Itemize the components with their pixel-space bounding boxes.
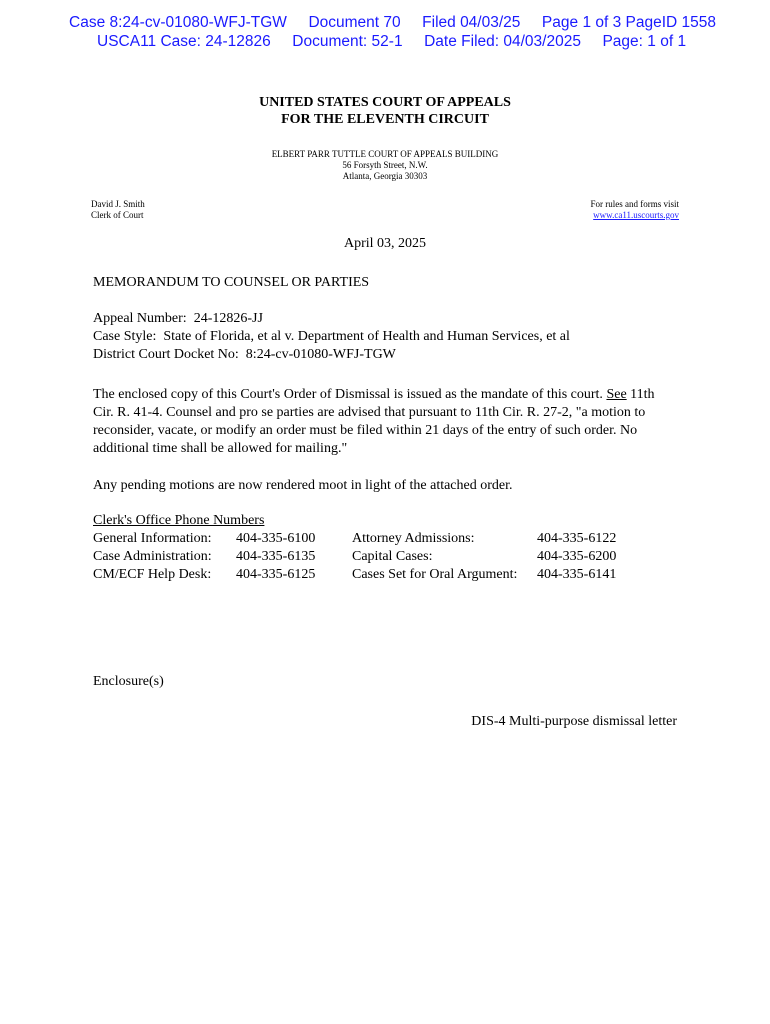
court-city: Atlanta, Georgia 30303	[342, 171, 428, 181]
phone-label: Case Administration:	[93, 549, 212, 564]
mandate-paragraph-start: The enclosed copy of this Court's Order of Dismissal is issued as the mandate of this court.	[93, 387, 603, 402]
appeal-number: Appeal Number: 24-12826-JJ	[93, 311, 263, 326]
clerk-title: Clerk of Court	[91, 210, 144, 220]
filing-stamp-appeals: USCA11 Case: 24-12826 Document: 52-1 Date Filed: 04/03/2025 Page: 1 of 1	[97, 33, 687, 50]
phone-number: 404-335-6200	[537, 549, 617, 564]
form-identifier: DIS-4 Multi-purpose dismissal letter	[471, 714, 677, 729]
rules-link[interactable]: www.ca11.uscourts.gov	[593, 210, 679, 220]
pending-motions-note: Any pending motions are now rendered moot in light of the attached order.	[93, 478, 513, 493]
court-building: ELBERT PARR TUTTLE COURT OF APPEALS BUILDING	[271, 149, 499, 159]
district-docket: District Court Docket No: 8:24-cv-01080-WFJ-TGW	[93, 347, 396, 362]
phone-number: 404-335-6122	[537, 531, 617, 546]
memo-title: MEMORANDUM TO COUNSEL OR PARTIES	[93, 275, 370, 290]
court-title-line1: UNITED STATES COURT OF APPEALS	[259, 95, 511, 110]
case-style: Case Style: State of Florida, et al v. Department of Health and Human Services, et al	[93, 329, 570, 344]
court-title-line2: FOR THE ELEVENTH CIRCUIT	[281, 112, 489, 127]
phone-number: 404-335-6100	[236, 531, 316, 546]
mandate-paragraph	[93, 386, 663, 458]
phone-label: CM/ECF Help Desk:	[93, 567, 212, 582]
phone-label: General Information:	[93, 531, 212, 546]
phone-number: 404-335-6135	[236, 549, 316, 564]
phone-number: 404-335-6125	[236, 567, 316, 582]
see-reference: See	[606, 387, 627, 402]
enclosure-note: Enclosure(s)	[93, 674, 164, 689]
phone-label: Capital Cases:	[352, 549, 433, 564]
clerk-name: David J. Smith	[91, 199, 145, 209]
court-street: 56 Forsyth Street, N.W.	[342, 160, 428, 170]
filing-stamp-district: Case 8:24-cv-01080-WFJ-TGW Document 70 Filed 04/03/25 Page 1 of 3 PageID 1558	[69, 14, 717, 31]
rules-label: For rules and forms visit	[590, 199, 679, 209]
phone-numbers-heading: Clerk's Office Phone Numbers	[93, 513, 265, 528]
letter-date: April 03, 2025	[343, 236, 427, 251]
phone-number: 404-335-6141	[537, 567, 617, 582]
mandate-paragraph-end: 11th Cir. R. 41-4. Counsel and pro se parties are advised that pursuant to 11th Cir. R. 27-2, "a motion to reconsider, vacate, or modify an order must be filed within 21 days of the entry of such order. No additional time shall be allowed for mailing."	[93, 387, 655, 456]
phone-label: Attorney Admissions:	[352, 531, 475, 546]
phone-label: Cases Set for Oral Argument:	[352, 567, 518, 582]
